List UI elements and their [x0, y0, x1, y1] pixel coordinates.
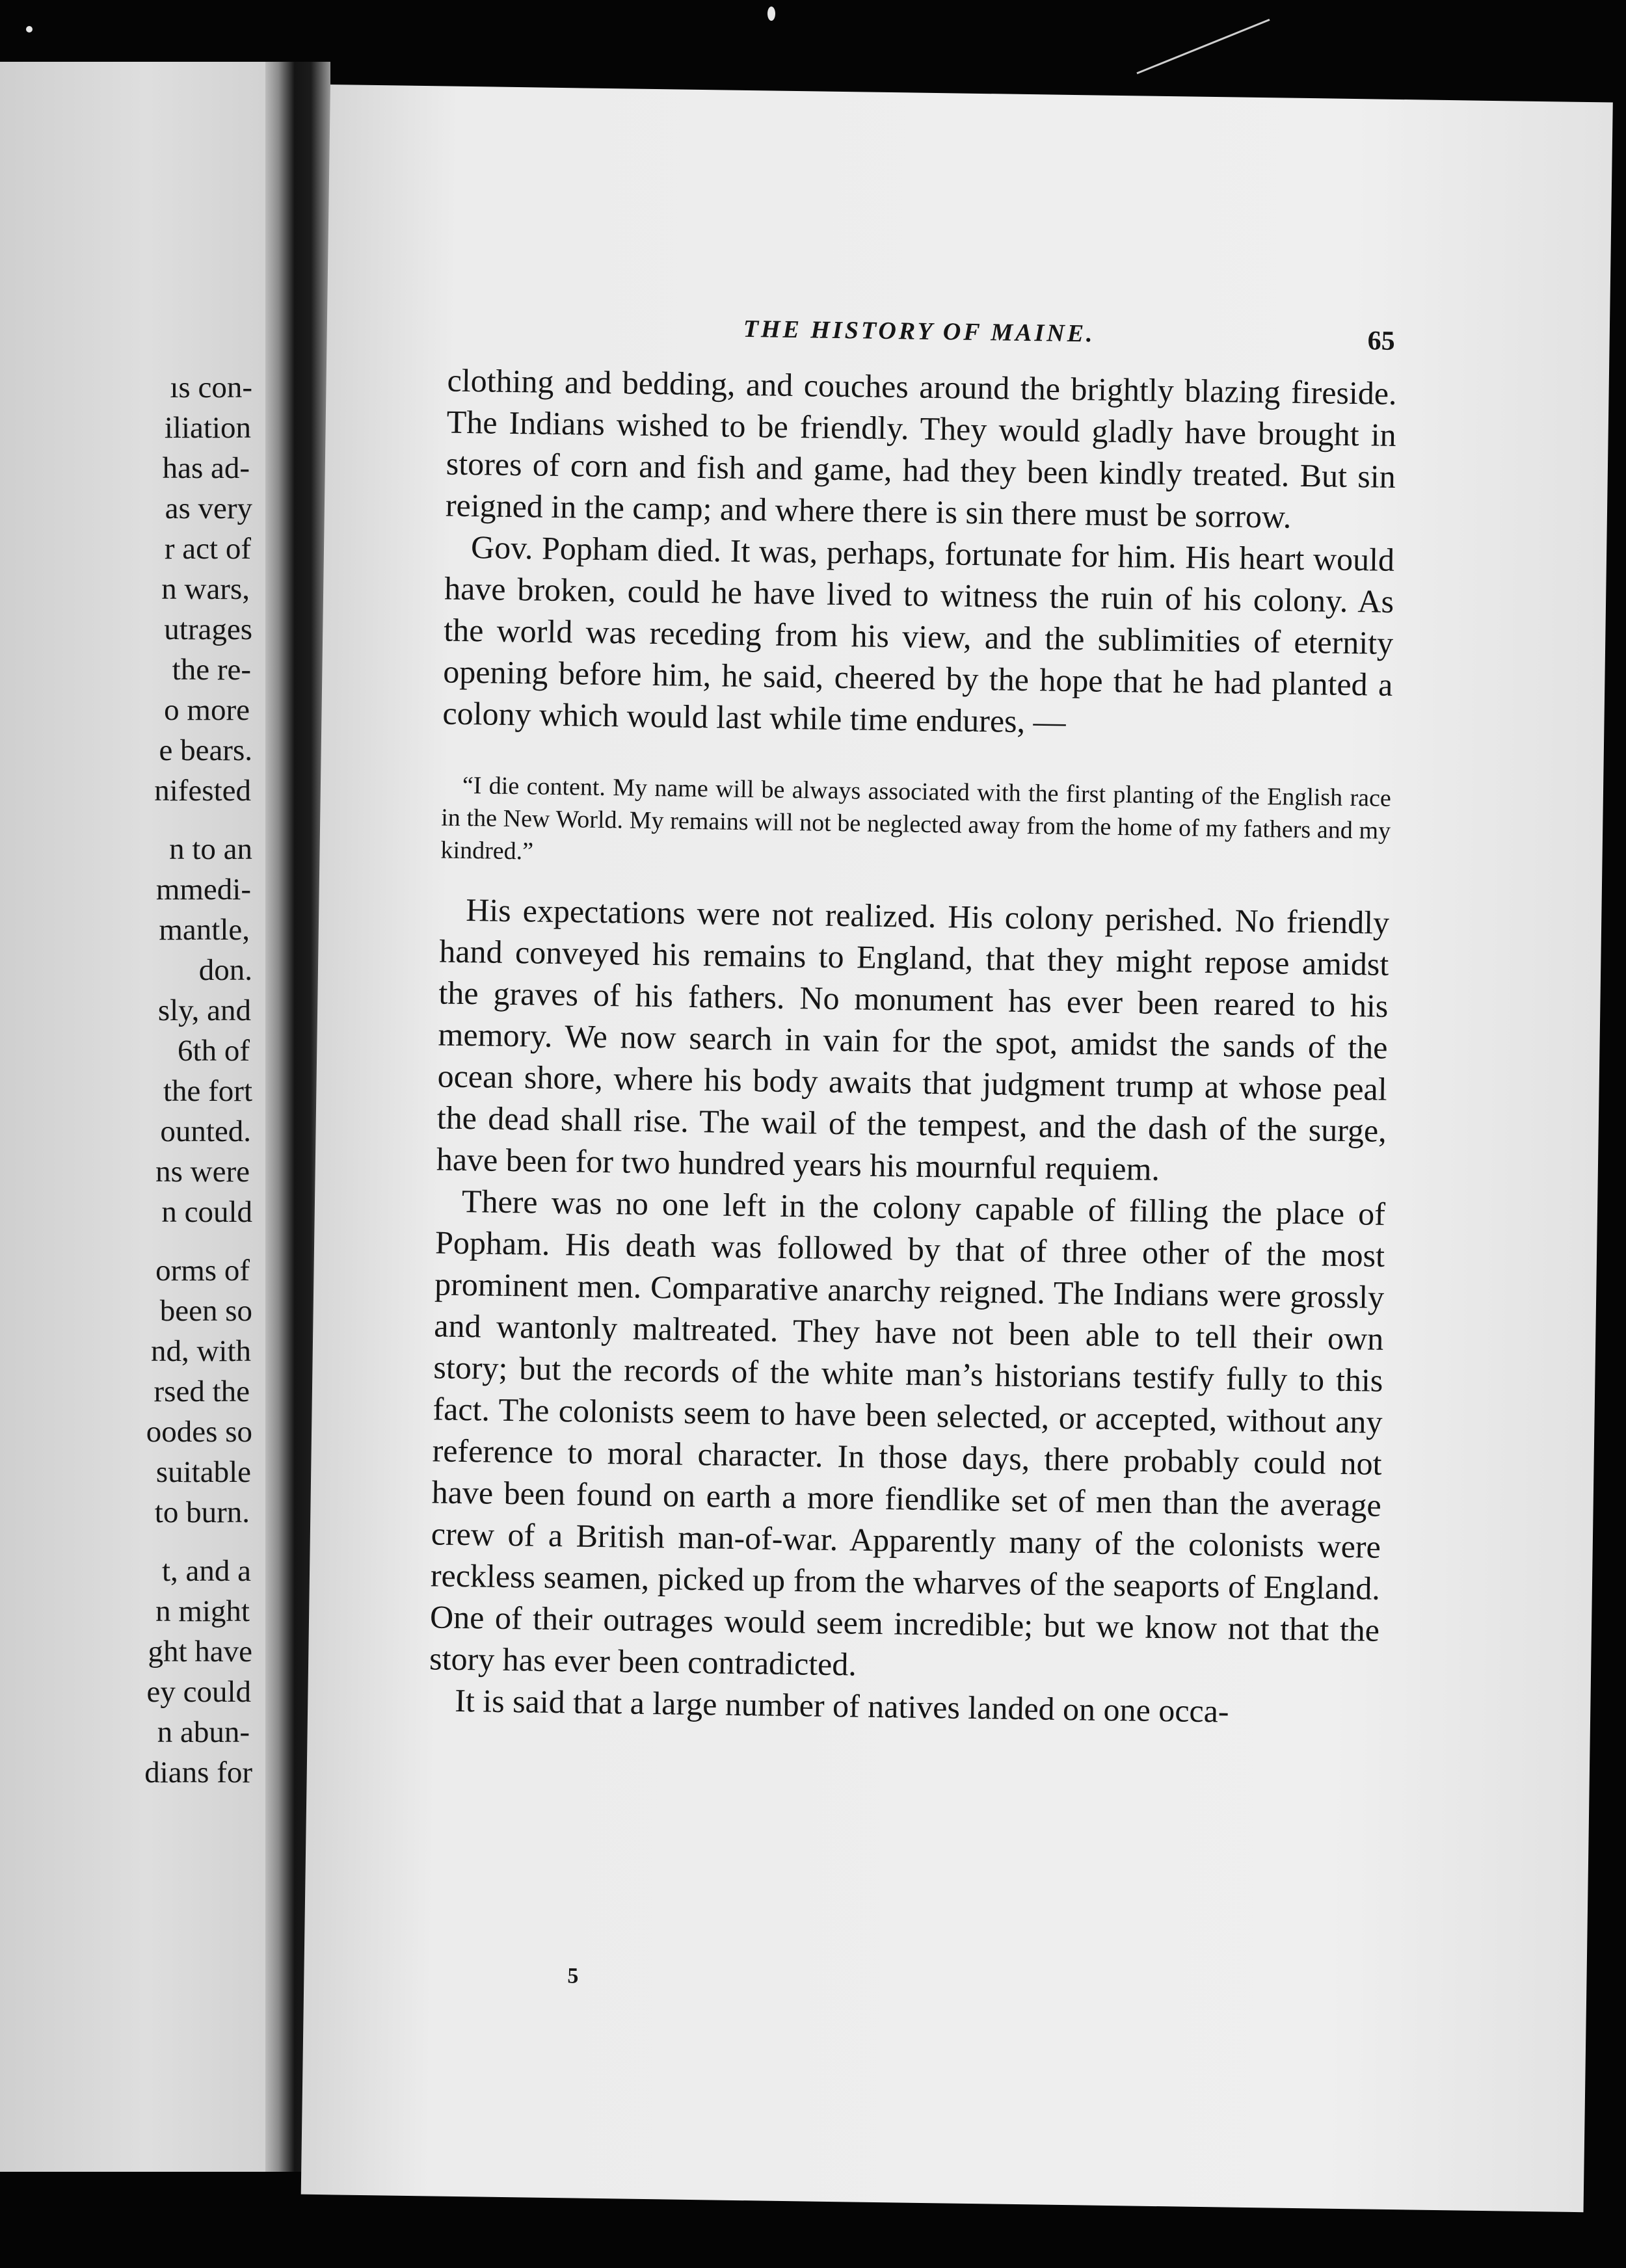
left-page-line: to burn.: [154, 1496, 250, 1529]
left-page-line: n could: [161, 1195, 252, 1229]
left-page-line: nifested: [154, 774, 251, 808]
left-page-line: the re-: [172, 653, 251, 687]
left-page-line: utrages: [164, 613, 252, 646]
left-page-line: don.: [198, 953, 252, 987]
left-page-line: t, and a: [161, 1554, 251, 1588]
paragraph: clothing and bedding, and couches around the brightly blazing fireside. The Indians wished to be friendly. They would gladly have brought in stores of corn and fish and game, had they been kindly treated. But sin reigned in the camp; and where there is sin there must be sorrow.: [445, 362, 1397, 535]
left-page-line: n wars,: [161, 572, 250, 606]
right-page: [301, 85, 1613, 2212]
left-page-line: ey could: [146, 1675, 251, 1709]
left-page-line: been so: [159, 1294, 252, 1328]
left-page-line: sly, and: [157, 994, 251, 1027]
left-page-line: mmedi-: [155, 873, 251, 906]
left-page-line: ıs con-: [170, 371, 252, 404]
block-quote: [440, 769, 1391, 879]
left-page-line: n to an: [169, 832, 252, 866]
left-page-line: oodes so: [146, 1415, 252, 1449]
left-page-line: e bears.: [159, 733, 252, 767]
page-number: 65: [1367, 326, 1395, 356]
left-page-line: 6th of: [178, 1034, 250, 1068]
left-page-line: nd, with: [150, 1334, 251, 1368]
scan-speck: [26, 26, 33, 33]
running-head: THE HISTORY OF MAINE.: [743, 315, 1095, 348]
page-body: [429, 360, 1397, 1734]
left-page-line: ns were: [155, 1155, 250, 1189]
paragraph: It is said that a large number of natives landed on one occa-: [454, 1681, 1229, 1730]
left-page-line: n might: [155, 1594, 250, 1628]
left-page-line: has ad-: [162, 451, 250, 485]
paragraph: Gov. Popham died. It was, perhaps, fortunate for him. His heart would have broken, could he have lived to witness the ruin of his colony. As the world was receding from his view, and the sublimities of eternity opening before him, he said, cheered by the hope that he had planted a colony which would last while time endures, —: [442, 529, 1395, 740]
left-page-line: n abun-: [157, 1715, 250, 1749]
left-page-line: suitable: [155, 1455, 251, 1489]
left-page-line: orms of: [155, 1254, 250, 1287]
left-page-line: the fort: [163, 1074, 252, 1108]
left-page-edge: [0, 62, 265, 2172]
left-page-line: dians for: [144, 1756, 252, 1789]
left-page-line: mantle,: [159, 913, 250, 947]
signature-mark: 5: [567, 1964, 579, 1988]
paragraph: There was no one left in the colony capable of filling the place of Popham. His death was followed by that of three other of the most prominent men. Comparative anarchy reigned. The Indians were grossly and wantonly maltreated. They have not been able to tell their own story; but the records of the white man’s historians testify fully to this fact. The colonists seem to have been selected, or accepted, without any reference to moral character. In those days, there probably could not have been found on earth a more fiendlike set of men than the average crew of a British man-of-war. Apparently many of the colonists were reckless seamen, picked up from the wharves of the seaports of England. One of their outrages would seem incredible; but we know not that the story has ever been contradicted.: [429, 1182, 1386, 1683]
left-page-line: o more: [164, 693, 250, 727]
left-page-line: ght have: [148, 1635, 252, 1668]
paragraph: His expectations were not realized. His colony perished. No friendly hand conveyed his remains to England, that they might repose amidst the graves of his fathers. No monument has ever been reared to his memory. We now search in vain for the spot, amidst the sands of the ocean shore, where his body awaits that judgment trump at whose peal the dead shall rise. The wail of the tempest, and the dash of the surge, have been for two hundred years his mournful requiem.: [436, 891, 1390, 1187]
quote-text: “I die content. My name will be always associated with the first planting of the English race in the New World. My remains will not be neglected away from the home of my fathers and my kindred.”: [440, 771, 1392, 865]
scan-speck: [767, 7, 775, 21]
left-page-line: iliation: [164, 411, 251, 445]
left-page-line: ounted.: [160, 1114, 251, 1148]
scan-scratch: [1136, 19, 1270, 74]
left-page-line: as very: [165, 492, 252, 525]
left-page-line: r act of: [164, 532, 251, 566]
left-page-line: rsed the: [153, 1375, 250, 1408]
